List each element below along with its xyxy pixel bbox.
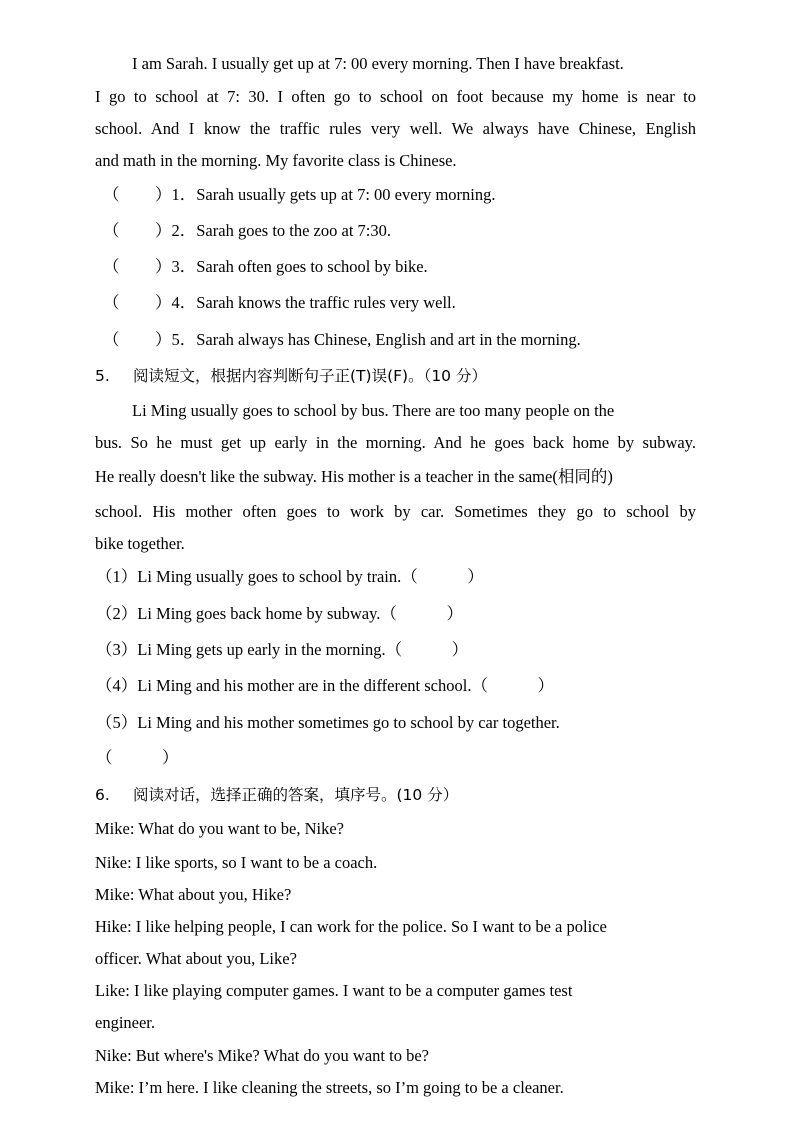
answer-paren-open[interactable]: （ — [103, 221, 120, 240]
tf-question — [96, 640, 468, 660]
section-number: 6. — [95, 786, 110, 804]
section-title: 阅读短文，根据内容判断句子正(T)误(F)。（10 分） — [133, 367, 487, 385]
answer-paren-open[interactable]: （ — [103, 257, 120, 276]
question-text: Li Ming gets up early in the morning. — [137, 640, 386, 659]
passage-line: school. His mother often goes to work by car. Sometimes they go to school by — [95, 502, 696, 521]
passage-line: school. And I know the traffic rules very well. We always have Chinese, English — [95, 119, 696, 138]
passage-line: bike together. — [95, 534, 185, 553]
section-number: 5. — [95, 367, 110, 385]
passage-line: He really doesn't like the subway. His mother is a teacher in the same(相同的) — [95, 467, 613, 486]
question-label: （1） — [96, 567, 138, 586]
passage-line: I go to school at 7: 30. I often go to school on foot because my home is near to — [95, 87, 696, 106]
answer-paren-open[interactable]: （ — [103, 185, 120, 204]
answer-blank[interactable]: （ ） — [385, 640, 469, 659]
tf-question — [96, 676, 554, 696]
dialogue-line: Like: I like playing computer games. I want to be a computer games test — [95, 981, 573, 1000]
section-title: 阅读对话，选择正确的答案，填序号。(10 分） — [133, 786, 459, 804]
tf-question — [103, 257, 428, 277]
dialogue-line: Nike: But where's Mike? What do you want to be? — [95, 1046, 429, 1065]
tf-question — [103, 330, 581, 350]
dialogue-line: Nike: I like sports, so I want to be a coach. — [95, 853, 378, 872]
dialogue-line: officer. What about you, Like? — [95, 949, 297, 968]
dialogue-line: Mike: What do you want to be, Nike? — [95, 819, 344, 838]
answer-blank[interactable]: （ ） — [380, 604, 463, 623]
question-label: （5） — [96, 713, 138, 732]
answer-paren-close: ） — [155, 185, 172, 204]
dialogue-line: Hike: I like helping people, I can work for the police. So I want to be a police — [95, 917, 607, 936]
question-text: 3．Sarah often goes to school by bike. — [171, 257, 428, 276]
question-text: Li Ming goes back home by subway. — [137, 604, 381, 623]
tf-question — [96, 567, 484, 587]
question-text: 2．Sarah goes to the zoo at 7:30. — [171, 221, 391, 240]
question-label: （3） — [96, 640, 138, 659]
answer-paren-open[interactable]: （ — [103, 293, 120, 312]
answer-paren-open[interactable]: （ — [103, 330, 120, 349]
question-text: 4．Sarah knows the traffic rules very well. — [171, 293, 456, 312]
passage-line: I am Sarah. I usually get up at 7: 00 every morning. Then I have breakfast. — [132, 54, 624, 73]
dialogue-line: engineer. — [95, 1013, 156, 1032]
answer-paren-close: ） — [155, 330, 172, 349]
answer-blank[interactable]: （ ） — [471, 676, 554, 695]
tf-question — [103, 293, 456, 313]
question-label: （2） — [96, 604, 138, 623]
question-text: 1．Sarah usually gets up at 7: 00 every morning. — [171, 185, 496, 204]
section-heading — [95, 785, 458, 805]
answer-paren-close: ） — [155, 221, 172, 240]
question-text: Li Ming usually goes to school by train. — [137, 567, 402, 586]
question-text: Li Ming and his mother are in the different school. — [137, 676, 472, 695]
answer-blank[interactable]: （ ） — [96, 748, 179, 767]
question-label: （4） — [96, 676, 138, 695]
tf-question — [96, 713, 560, 733]
question-text: Li Ming and his mother sometimes go to school by car together. — [137, 713, 560, 732]
answer-blank[interactable]: （ ） — [401, 567, 484, 586]
answer-paren-close: ） — [155, 257, 172, 276]
dialogue-line: Mike: What about you, Hike? — [95, 885, 292, 904]
answer-paren-close: ） — [155, 293, 172, 312]
section-heading — [95, 366, 487, 386]
question-text: 5．Sarah always has Chinese, English and art in the morning. — [171, 330, 581, 349]
tf-question — [96, 604, 463, 624]
tf-question — [103, 185, 495, 205]
passage-line: bus. So he must get up early in the morning. And he goes back home by subway. — [95, 433, 696, 452]
dialogue-line: Mike: I’m here. I like cleaning the streets, so I’m going to be a cleaner. — [95, 1078, 564, 1097]
passage-line: and math in the morning. My favorite class is Chinese. — [95, 151, 457, 170]
passage-line: Li Ming usually goes to school by bus. There are too many people on the — [132, 401, 615, 420]
tf-question — [103, 221, 391, 241]
